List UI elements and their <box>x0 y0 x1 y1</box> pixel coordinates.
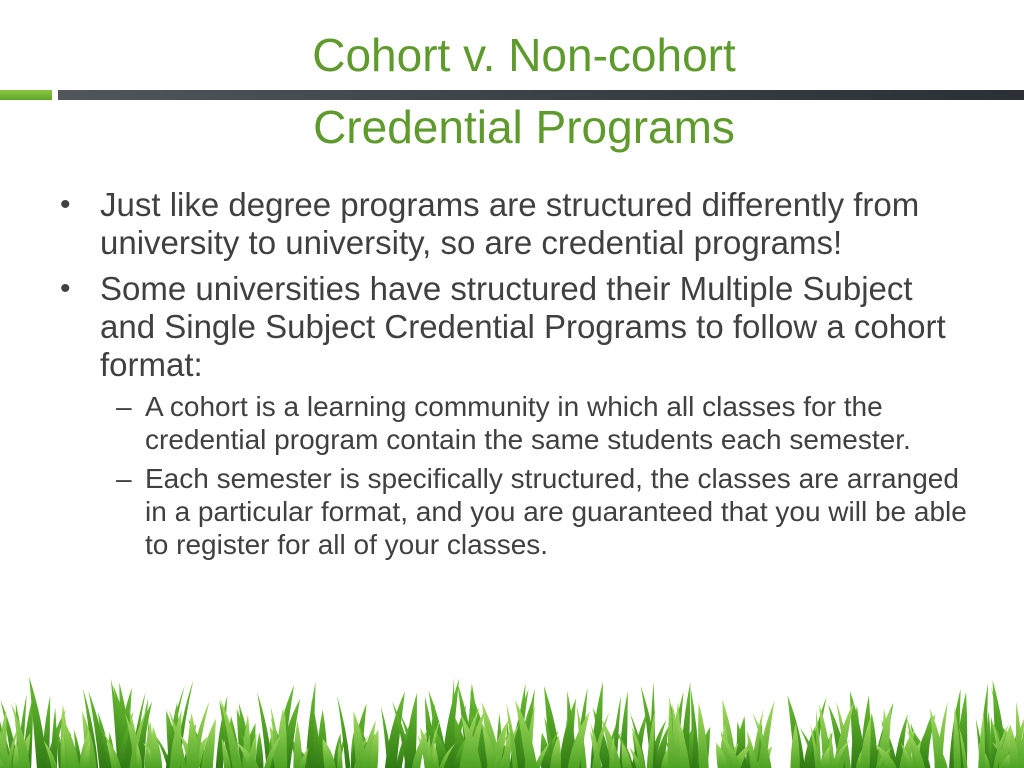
sub-bullet-text: Each semester is specifically structured, the classes are arranged in a particular format, and you are guaranteed that you will be able to register for all of your classes. <box>145 463 967 560</box>
bullet-text: Some universities have structured their Multiple Subject and Single Subject Credential Programs to follow a cohort format: <box>100 270 946 383</box>
bullet-item <box>56 186 976 262</box>
sub-bullet-list <box>100 390 976 561</box>
slide-title-line-1: Cohort v. Non-cohort <box>312 29 736 81</box>
title-accent-green-bar <box>0 90 52 100</box>
title-accent-dark-bar <box>58 90 1024 100</box>
bullet-item <box>56 270 976 561</box>
sub-bullet-marker: – <box>116 391 132 422</box>
bullet-list <box>56 186 976 569</box>
bullet-marker: • <box>60 188 71 221</box>
sub-bullet-item <box>100 390 976 456</box>
sub-bullet-item <box>100 462 976 561</box>
bullet-marker: • <box>60 272 71 305</box>
grass-blade <box>323 738 336 768</box>
sub-bullet-text: A cohort is a learning community in which all classes for the credential program contain the same students each semester. <box>145 391 911 455</box>
sub-bullet-marker: – <box>116 463 132 494</box>
slide-title-line-2: Credential Programs <box>313 101 735 153</box>
grass-blade <box>256 732 264 768</box>
grass-illustration <box>0 660 1024 768</box>
bullet-text: Just like degree programs are structured differently from university to university, so are credential programs! <box>100 186 920 261</box>
